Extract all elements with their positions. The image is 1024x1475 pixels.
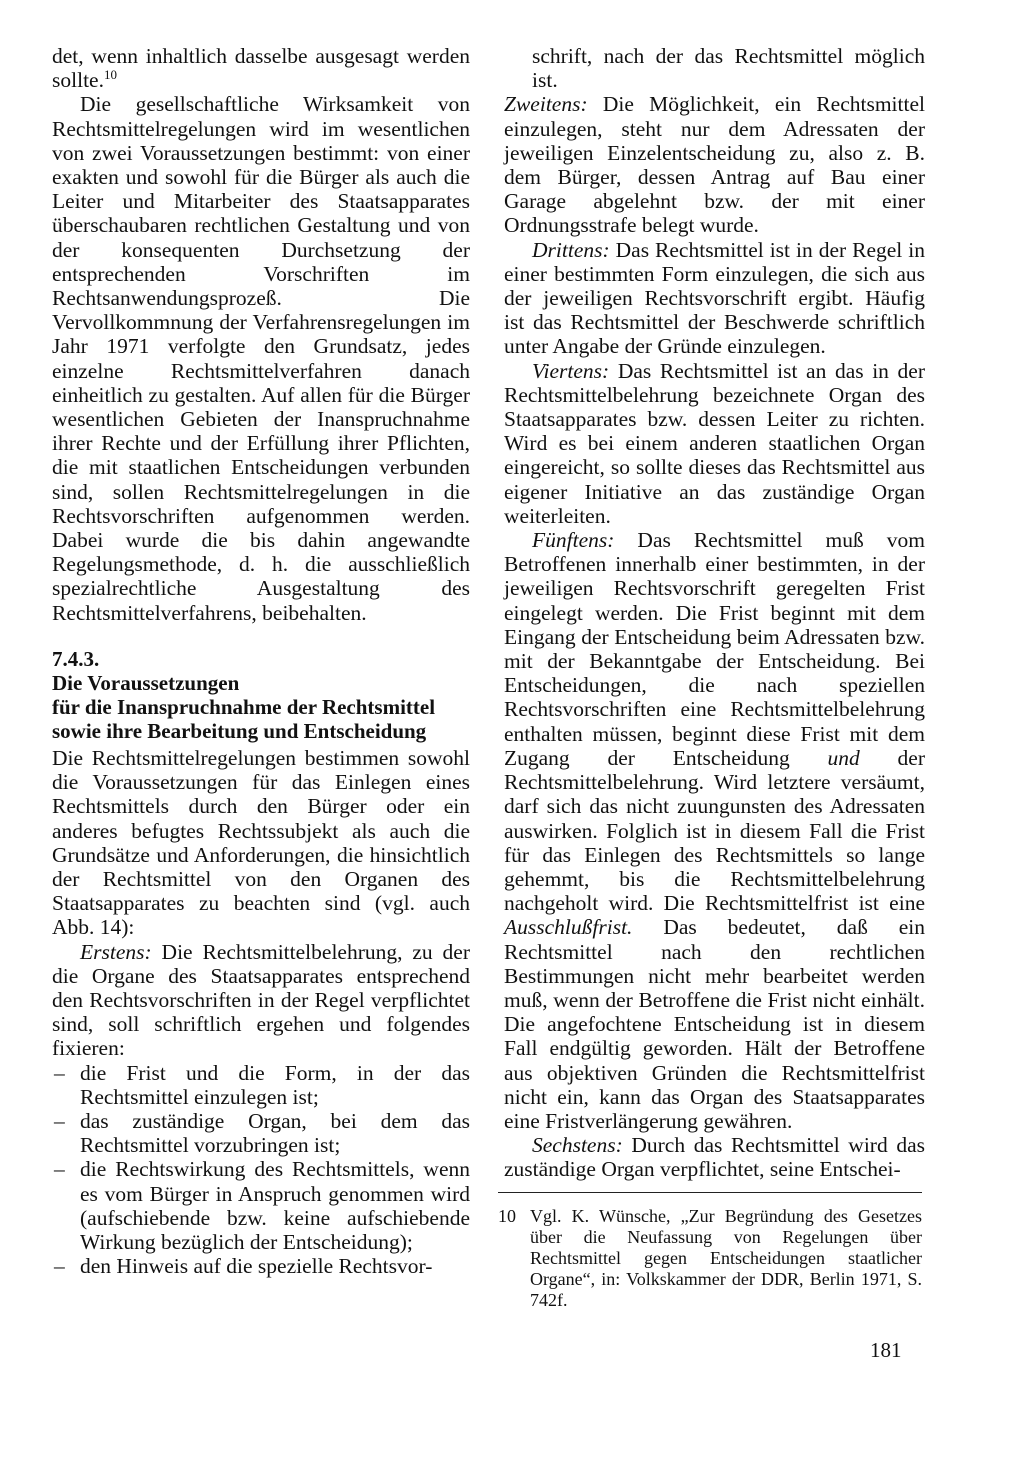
footnote-divider	[498, 1192, 922, 1193]
section-heading	[52, 647, 482, 743]
section-title-line: für die Inanspruchnahme der Rechtsmittel	[52, 695, 436, 719]
list-item: – die Rechtswirkung des Rechtsmittels, wenn es vom Bürger in Anspruch genommen wird (aufschiebende bzw. keine aufschiebende Wirkung bezüglich der Entscheidung);	[52, 1157, 470, 1254]
paragraph	[504, 1133, 925, 1181]
paragraph-label: Viertens:	[532, 358, 610, 383]
left-column	[52, 44, 470, 625]
paragraph	[504, 359, 925, 528]
paragraph	[504, 528, 925, 1133]
paragraph-text: Das Rechtsmittel ist an das in der Rechtsmittelbelehrung bezeichnete Organ des Staatsapparates bzw. dessen Leiter zu richten. Wird es bei einem anderen staatlichen Organ eingereicht, so sollte dieses das Rechtsmittel aus eigener Initiative an das zuständige Organ weiterleiten.	[504, 358, 925, 528]
paragraph	[504, 92, 925, 237]
paragraph-text: Die Möglichkeit, ein Rechtsmittel einzulegen, steht nur dem Adressaten der jeweiligen Einzelentscheidung zu, also z. B. dem Bürger, dessen Antrag auf Bau einer Garage abgelehnt bzw. der mit einer Ordnungsstrafe belegt wurde.	[504, 92, 925, 238]
section-title-line: Die Voraussetzungen	[52, 671, 240, 695]
paragraph	[504, 238, 925, 359]
left-column-lower	[52, 746, 470, 1278]
paragraph-label: Erstens:	[80, 939, 152, 964]
paragraph-text: det, wenn inhaltlich dasselbe ausgesagt werden sollte.	[52, 44, 470, 93]
paragraph: Die gesellschaftliche Wirksamkeit von Rechtsmittelregelungen wird im wesentlichen von zwei Voraussetzungen bestimmt: von einer exakten und sowohl für die Bürger als auch die Leiter und Mitarbeiter des Staatsapparates überschaubaren rechtlichen Gestaltung und von der konsequenten Durchsetzung der entsprechenden Vorschriften im Rechtsanwendungsprozeß. Die Vervollkommnung der Verfahrensregelungen im Jahr 1971 verfolgte den Grundsatz, jedes einzelne Rechtsmittelverfahren danach einheitlich zu gestalten. Auf allen für die Bürger wesentlichen Gebieten der Inanspruchnahme ihrer Rechte und der Erfüllung ihrer Pflichten, die mit staatlichen Entscheidungen verbunden sind, sollen Rechtsmittelregelungen in die Rechtsvorschriften aufgenommen werden. Dabei wurde die bis dahin angewandte Regelungsmethode, d. h. die ausschließlich spezialrechtliche Ausgestaltung des Rechtsmittelverfahrens, beibehalten.	[52, 92, 470, 625]
paragraph-text: Die Rechtsmittelbelehrung, zu der die Organe des Staatsapparates entsprechend den Rechtsvorschriften in der Regel verpflichtet sind, soll schriftlich ergehen und folgendes fixieren:	[52, 939, 470, 1061]
paragraph	[52, 940, 470, 1061]
paragraph-continuation	[52, 44, 470, 92]
paragraph-text: Das Rechtsmittel ist in der Regel in einer bestimmten Form einzulegen, die sich aus der jeweiligen Rechtsvorschrift ergibt. Häufig ist das Rechtsmittel der Beschwerde schriftlich unter Angabe der Gründe einzulegen.	[504, 237, 925, 359]
list-continuation: schrift, nach der das Rechtsmittel möglich ist.	[532, 44, 925, 93]
footnote-text: Vgl. K. Wünsche, „Zur Begründung des Gesetzes über die Neufassung von Regelungen über Rechtsmittel gegen Entscheidungen staatlicher Organe“, in: Volkskammer der DDR, Berlin 1971, S. 742f.	[530, 1206, 922, 1310]
footnote-ref: 10	[103, 67, 117, 83]
page-number: 181	[870, 1338, 902, 1362]
list-item: – den Hinweis auf die spezielle Rechtsvor-	[52, 1254, 470, 1278]
paragraph-label: Zweitens:	[504, 92, 588, 117]
paragraph-text: Das Rechtsmittel muß vom Betroffenen innerhalb einer bestimmten, in der jeweiligen Rechtsvorschrift geregelten Frist eingelegt werden. Die Frist beginnt mit dem Eingang der Entscheidung beim Adressaten bzw. mit der Bekanntgabe der Entscheidung. Bei Entscheidungen, die nach speziellen Rechtsvorschriften eine Rechtsmittelbelehrung enthalten müssen, beginnt diese Frist mit dem Zugang der Entscheidung	[504, 528, 925, 770]
emphasis: Ausschlußfrist.	[504, 915, 633, 940]
paragraph-text: Durch das Rechtsmittel wird das zuständige Organ verpflichtet, seine Entschei-	[504, 1133, 925, 1182]
paragraph: Die Rechtsmittelregelungen bestimmen sowohl die Voraussetzungen für das Einlegen eines Rechtsmittels durch den Bürger oder ein anderes befugtes Rechtssubjekt als auch die Grundsätze und Anforderungen, die hinsichtlich der Rechtsmittel von den Organen des Staatsapparates zu beachten sind (vgl. auch Abb. 14):	[52, 746, 470, 940]
paragraph-text: Das bedeutet, daß ein Rechtsmittel nach den rechtlichen Bestimmungen nicht mehr bearbeitet werden muß, wenn der Betroffene die Frist nicht einhält. Die angefochtene Entscheidung ist in diesem Fall endgültig geworden. Hält der Betroffene aus objektiven Gründen die Rechtsmittelfrist nicht ein, kann das Organ des Staatsapparates eine Fristverlängerung gewähren.	[504, 915, 925, 1133]
section-number: 7.4.3.	[52, 647, 100, 671]
emphasis: und	[827, 745, 860, 770]
dash-list	[52, 1061, 470, 1279]
paragraph-label: Fünftens:	[532, 528, 615, 553]
paragraph-label: Drittens:	[532, 237, 610, 262]
footnote-number: 10	[498, 1206, 516, 1226]
right-column	[504, 44, 925, 1182]
paragraph-text: der Rechtsmittelbelehrung. Wird letztere versäumt, darf sich das nicht zuungunsten des Adressaten auswirken. Folglich ist in diesem Fall die Frist für das Einlegen des Rechtsmittels so lange gehemmt, bis die Rechtsmittelbelehrung nachgeholt wird. Die Rechtsmittelfrist ist eine	[504, 745, 925, 916]
footnote	[498, 1206, 922, 1311]
paragraph-label: Sechstens:	[532, 1133, 623, 1158]
section-title-line: sowie ihre Bearbeitung und Entscheidung	[52, 719, 427, 743]
list-item: – die Frist und die Form, in der das Rechtsmittel einzulegen ist;	[52, 1061, 470, 1109]
list-item: – das zuständige Organ, bei dem das Rechtsmittel vorzubringen ist;	[52, 1109, 470, 1157]
